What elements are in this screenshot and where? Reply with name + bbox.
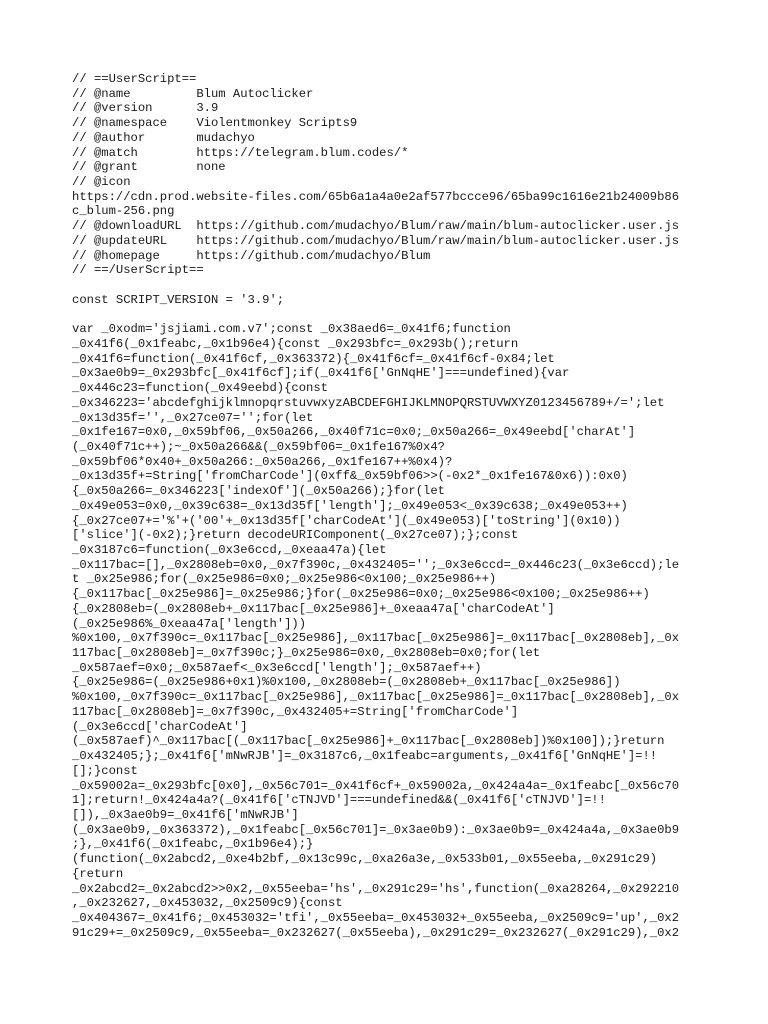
code-line: _0x59bf06*0x40+_0x50a266:_0x50a266,_0x1fe167++%0x4)? — [72, 454, 453, 469]
code-line: {return — [72, 866, 124, 881]
code-line: _0x1fe167=0x0,_0x59bf06,_0x50a266,_0x40f71c=0x0;_0x50a266=_0x49eebd['charAt'] — [72, 425, 636, 440]
code-line: // ==/UserScript== — [72, 263, 204, 278]
code-line: (_0x587aef)^_0x117bac[(_0x117bac[_0x25e986]+_0x117bac[_0x2808eb])%0x100]);}return — [72, 734, 665, 749]
code-line: _0x346223='abcdefghijklmnopqrstuvwxyzABCDEFGHIJKLMNOPQRSTUVWXYZ0123456789+/=';let — [72, 395, 665, 410]
code-line: _0x3ae0b9=_0x293bfc[_0x41f6cf];if(_0x41f6['GnNqHE']===undefined){var — [72, 366, 570, 381]
code-line: _0x13d35f+=String['fromCharCode'](0xff&_0x59bf06>>(-0x2*_0x1fe167&0x6)):0x0) — [72, 469, 628, 484]
code-line: _0x2abcd2=_0x2abcd2>>0x2,_0x55eeba='hs',_0x291c29='hs',function(_0xa28264,_0x292210 — [72, 881, 680, 896]
code-line: https://cdn.prod.website-files.com/65b6a1a4a0e2af577bccce96/65ba99c1616e21b24009b86 — [72, 189, 680, 204]
code-line: %0x100,_0x7f390c=_0x117bac[_0x25e986],_0x117bac[_0x25e986]=_0x117bac[_0x2808eb],_0x — [72, 690, 680, 705]
code-line: _0x59002a=_0x293bfc[0x0],_0x56c701=_0x41f6cf+_0x59002a,_0x424a4a=_0x1feabc[_0x56c70 — [72, 778, 680, 793]
code-line: const SCRIPT_VERSION = '3.9'; — [72, 292, 285, 307]
code-line: var _0xodm='jsjiami.com.v7';const _0x38aed6=_0x41f6;function — [72, 322, 511, 337]
code-line: (function(_0x2abcd2,_0xe4b2bf,_0x13c99c,_0xa26a3e,_0x533b01,_0x55eeba,_0x291c29) — [72, 852, 658, 867]
code-line: ['slice'](-0x2);}return decodeURIComponent(_0x27ce07);};const — [72, 528, 519, 543]
code-line: _0x404367=_0x41f6;_0x453032='tfi',_0x55eeba=_0x453032+_0x55eeba,_0x2509c9='up',_0x2 — [72, 910, 680, 925]
code-line: _0x117bac=[],_0x2808eb=0x0,_0x7f390c,_0x432405='';_0x3e6ccd=_0x446c23(_0x3e6ccd);le — [72, 557, 680, 572]
code-line: // @icon — [72, 175, 131, 190]
code-line: c_blum-256.png — [72, 204, 175, 219]
code-line: 117bac[_0x2808eb]=_0x7f390c,_0x432405+=String['fromCharCode'] — [72, 704, 519, 719]
code-line: // @grant none — [72, 160, 226, 175]
code-line: 117bac[_0x2808eb]=_0x7f390c;}_0x25e986=0x0,_0x2808eb=0x0;for(let — [72, 646, 541, 661]
code-line — [72, 308, 700, 323]
code-line: // @version 3.9 — [72, 101, 219, 116]
code-line: (_0x3e6ccd['charCodeAt'] — [72, 719, 248, 734]
code-line: []),_0x3ae0b9=_0x41f6['mNwRJB'] — [72, 807, 299, 822]
code-line: t _0x25e986;for(_0x25e986=0x0;_0x25e986<0x100;_0x25e986++) — [72, 572, 497, 587]
code-line: // @author mudachyo — [72, 130, 255, 145]
code-line: _0x587aef=0x0;_0x587aef<_0x3e6ccd['length'];_0x587aef++) — [72, 660, 482, 675]
code-line: // @homepage https://github.com/mudachyo/Blum — [72, 248, 431, 263]
code-line: // ==UserScript== — [72, 72, 197, 86]
code-line: (_0x40f71c++);~_0x50a266&&(_0x59bf06=_0x1fe167%0x4? — [72, 439, 445, 454]
code-line: {_0x2808eb=(_0x2808eb+_0x117bac[_0x25e986]+_0xeaa47a['charCodeAt'] — [72, 601, 555, 616]
code-line: _0x446c23=function(_0x49eebd){const — [72, 381, 328, 396]
code-line: 91c29+=_0x2509c9,_0x55eeba=_0x232627(_0x55eeba),_0x291c29=_0x232627(_0x291c29),_0x2 — [72, 925, 680, 940]
code-line: _0x41f6=function(_0x41f6cf,_0x363372){_0x41f6cf=_0x41f6cf-0x84;let — [72, 351, 555, 366]
code-line: (_0x25e986%_0xeaa47a['length'])) — [72, 616, 307, 631]
code-line: [];}const — [72, 763, 138, 778]
code-line: _0x432405;};_0x41f6['mNwRJB']=_0x3187c6,_0x1feabc=arguments,_0x41f6['GnNqHE']=!! — [72, 749, 658, 764]
code-line: ,_0x232627,_0x453032,_0x2509c9){const — [72, 896, 343, 911]
code-line — [72, 278, 700, 293]
code-line: (_0x3ae0b9,_0x363372),_0x1feabc[_0x56c701]=_0x3ae0b9):_0x3ae0b9=_0x424a4a,_0x3ae0b9 — [72, 822, 680, 837]
code-line: 1];return!_0x424a4a?(_0x41f6['cTNJVD']===undefined&&(_0x41f6['cTNJVD']=!! — [72, 793, 606, 808]
code-document — [72, 72, 700, 940]
code-line: // @name Blum Autoclicker — [72, 86, 314, 101]
code-line: // @updateURL https://github.com/mudachyo/Blum/raw/main/blum-autoclicker.user.js — [72, 233, 680, 248]
code-line: _0x3187c6=function(_0x3e6ccd,_0xeaa47a){let — [72, 543, 387, 557]
code-line: _0x49e053=0x0,_0x39c638=_0x13d35f['length'];_0x49e053<_0x39c638;_0x49e053++) — [72, 498, 628, 513]
code-line: // @namespace Violentmonkey Scripts9 — [72, 116, 358, 131]
code-line: %0x100,_0x7f390c=_0x117bac[_0x25e986],_0x117bac[_0x25e986]=_0x117bac[_0x2808eb],_0x — [72, 631, 680, 646]
code-line: {_0x25e986=(_0x25e986+0x1)%0x100,_0x2808eb=(_0x2808eb+_0x117bac[_0x25e986]) — [72, 675, 621, 690]
code-line: _0x13d35f='',_0x27ce07='';for(let — [72, 410, 314, 425]
code-line: ;},_0x41f6(_0x1feabc,_0x1b96e4);} — [72, 837, 314, 852]
code-line: // @downloadURL https://github.com/mudachyo/Blum/raw/main/blum-autoclicker.user.js — [72, 219, 680, 234]
code-line: {_0x117bac[_0x25e986]=_0x25e986;}for(_0x25e986=0x0;_0x25e986<0x100;_0x25e986++) — [72, 587, 650, 602]
code-line: // @match https://telegram.blum.codes/* — [72, 145, 409, 160]
code-line: {_0x27ce07+='%'+('00'+_0x13d35f['charCodeAt'](_0x49e053)['toString'](0x10)) — [72, 513, 621, 528]
code-line: {_0x50a266=_0x346223['indexOf'](_0x50a266);}for(let — [72, 484, 445, 499]
code-line: _0x41f6(_0x1feabc,_0x1b96e4){const _0x293bfc=_0x293b();return — [72, 336, 519, 351]
